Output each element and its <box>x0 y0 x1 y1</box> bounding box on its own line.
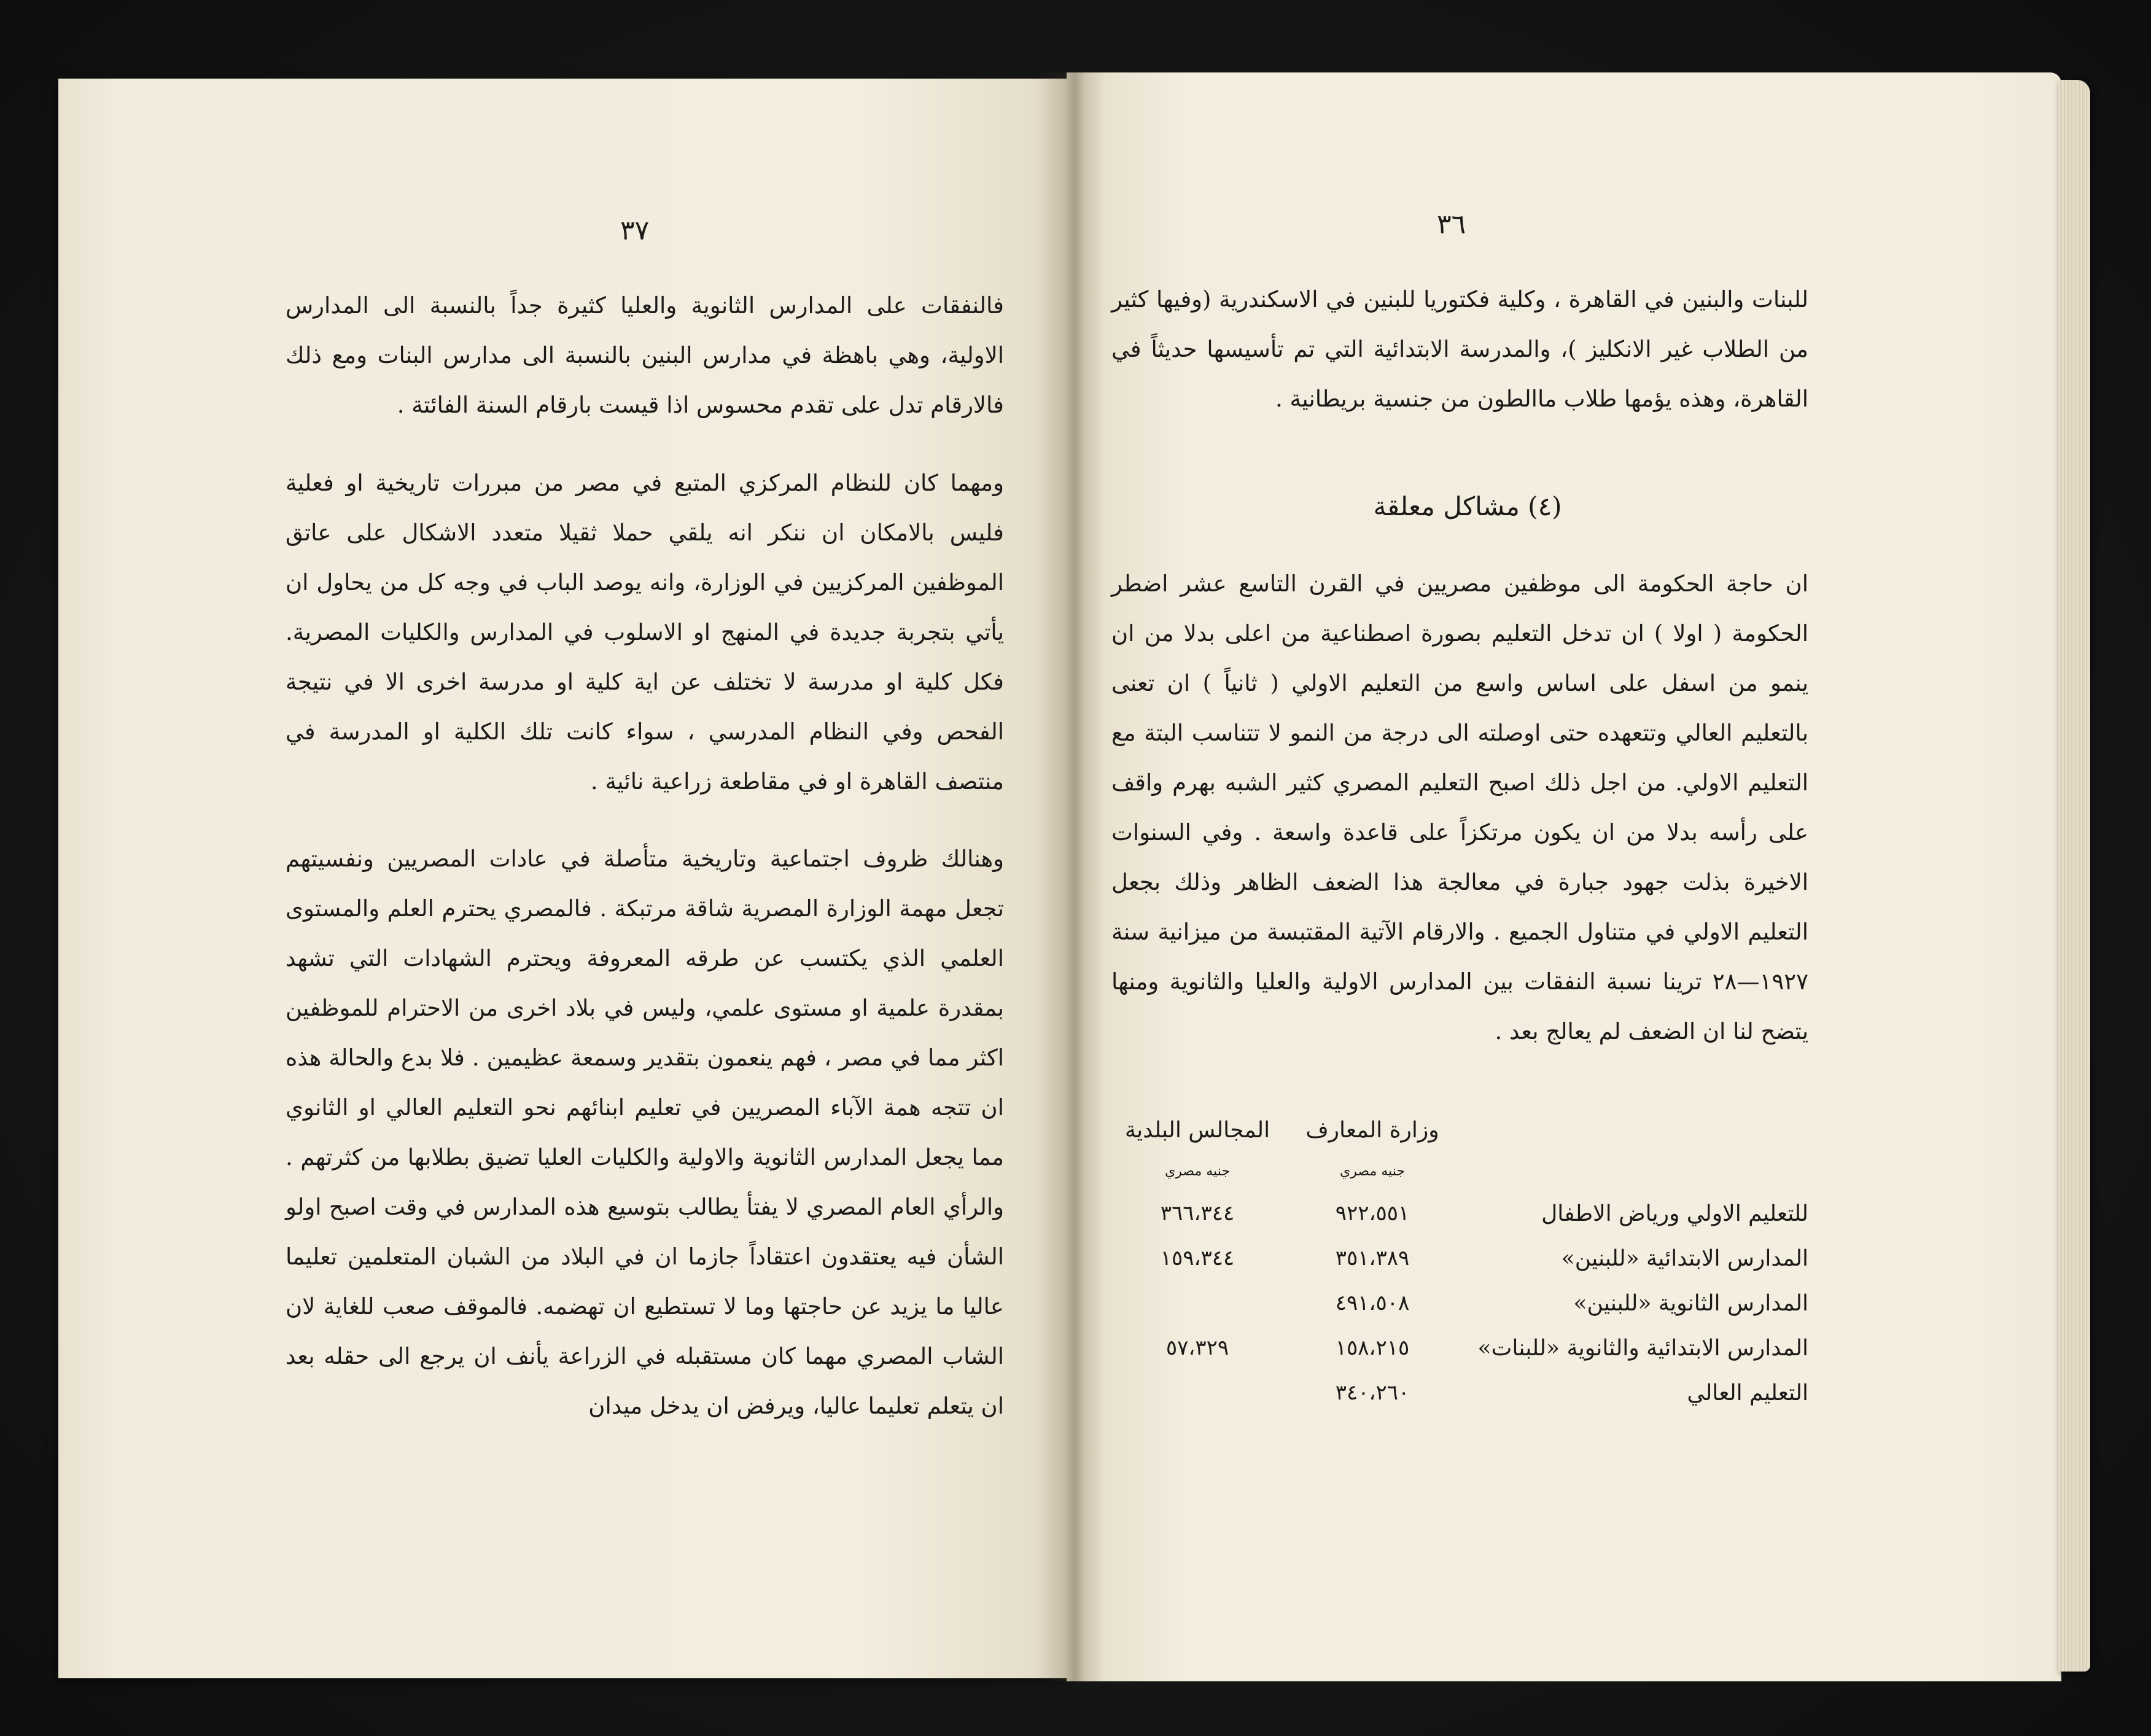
table-row <box>1111 1281 1808 1326</box>
column-header-ministry: وزارة المعارف <box>1305 1118 1439 1143</box>
table-header <box>1111 1111 1808 1191</box>
table-row <box>1111 1236 1808 1281</box>
left-paragraph-1: فالنفقات على المدارس الثانوية والعليا كثيرة جداً بالنسبة الى المدارس الاولية، وهي باهظة في مدارس البنين بالنسبة الى مدارس البنات ومع ذلك فالارقام تدل على تقدم محسوس اذا قيست بارقام السنة الفائتة . <box>286 292 1004 418</box>
row-label: المدارس الثانوية «للبنين» <box>1573 1291 1808 1316</box>
row-label: للتعليم الاولي ورياض الاطفال <box>1541 1201 1808 1226</box>
councils-value: ٥٧،٣٢٩ <box>1165 1336 1229 1360</box>
councils-value: ١٥٩،٣٤٤ <box>1160 1246 1235 1271</box>
ministry-value: ١٥٨،٢١٥ <box>1335 1336 1410 1360</box>
column-unit-councils: جنيه مصري <box>1165 1164 1230 1179</box>
column-header-councils: المجالس البلدية <box>1124 1118 1270 1143</box>
column-unit-ministry: جنيه مصري <box>1340 1164 1405 1179</box>
ministry-value: ٣٥١،٣٨٩ <box>1335 1246 1410 1271</box>
left-paragraph-3: وهنالك ظروف اجتماعية وتاريخية متأصلة في عادات المصريين ونفسيتهم تجعل مهمة الوزارة المصرية شاقة مرتبكة . فالمصري يحترم العلم والمستوى العلمي الذي يكتسب عن طرقه المعروفة ويحترم الشهادات التي تشهد بمقدرة علمية او مستوى علمي، وليس في بلاد اخرى من الاحترام للموظفين اكثر مما في مصر ، فهم ينعمون بتقدير وسمعة عظيمين . فلا بدع والحالة هذه ان تتجه همة الآباء المصريين في تعليم ابنائهم نحو التعليم العالي او الثانوي مما يجعل المدارس الثانوية والاولية والكليات العليا تضيق بطلابها من كثرتهم . والرأي العام المصري لا يفتأ يطالب بتوسيع هذه المدارس في وقت اصبح اولو الشأن فيه يعتقدون اعتقاداً جازما ان في البلاد من الشبان المتعلمين تعليما عاليا ما يزيد عن حاجتها وما لا تستطيع ان تهضمه. فالموقف صعب للغاية لان الشاب المصري مهما كان مستقبله في الزراعة يأنف ان يرجع الى حقله بعد ان يتعلم تعليما عاليا، ويرفض ان يدخل ميدان <box>286 846 1004 1419</box>
left-page-number: ٣٧ <box>620 215 650 246</box>
ministry-value: ٣٤٠،٢٦٠ <box>1335 1380 1410 1405</box>
page-edges <box>2058 80 2090 1672</box>
right-paragraph-2: ان حاجة الحكومة الى موظفين مصريين في القرن التاسع عشر اضطر الحكومة ( اولا ) ان تدخل التعليم بصورة اصطناعية من اعلى بدلا من ان ينمو من اسفل على اساس واسع من التعليم الاولي ( ثانياً ) ان تعنى بالتعليم العالي وتتعهده حتى اوصلته الى درجة من النمو لا تتناسب البتة مع التعليم الاولي. من اجل ذلك اصبح التعليم المصري كثير الشبه بهرم واقف على رأسه بدلا من ان يكون مرتكزاً على قاعدة واسعة . وفي السنوات الاخيرة بذلت جهود جبارة في معالجة هذا الضعف الظاهر وذلك بجعل التعليم الاولي في متناول الجميع . والارقام الآتية المقتبسة من ميزانية سنة ١٩٢٧—٢٨ ترينا نسبة النفقات بين المدارس الاولية والعليا والثانوية ومنها يتضح لنا ان الضعف لم يعالج بعد . <box>1111 570 1808 1045</box>
ministry-value: ٤٩١،٥٠٨ <box>1335 1291 1410 1315</box>
table-row <box>1111 1371 1808 1415</box>
row-label: التعليم العالي <box>1687 1380 1808 1406</box>
table-row <box>1111 1191 1808 1236</box>
table-row <box>1111 1326 1808 1371</box>
right-paragraph-1: للبنات والبنين في القاهرة ، وكلية فكتوريا للبنين في الاسكندرية (وفيها كثير من الطلاب غير الانكليز )، والمدرسة الابتدائية التي تم تأسيسها حديثاً في القاهرة، وهذه يؤمها طلاب ماالطون من جنسية بريطانية . <box>1111 286 1808 412</box>
budget-table <box>1111 1111 1808 1415</box>
right-page-number: ٣٦ <box>1437 209 1466 240</box>
row-label: المدارس الابتدائية والثانوية «للبنات» <box>1477 1336 1808 1361</box>
ministry-value: ٩٢٢،٥٥١ <box>1335 1201 1410 1226</box>
book-spine <box>1038 72 1105 1681</box>
section-heading: (٤) مشاكل معلقة <box>1373 491 1562 521</box>
row-label: المدارس الابتدائية «للبنين» <box>1561 1246 1808 1271</box>
left-paragraph-2: ومهما كان للنظام المركزي المتبع في مصر من مبررات تاريخية او فعلية فليس بالامكان ان ننكر انه يلقي حملا ثقيلا متعدد الاشكال على عاتق الموظفين المركزيين في الوزارة، وانه يوصد الباب في وجه كل من يحاول ان يأتي بتجربة جديدة في المنهج او الاسلوب في المدارس والكليات المصرية. فكل كلية او مدرسة لا تختلف عن اية كلية او مدرسة اخرى الا في نتيجة الفحص وفي النظام المدرسي ، سواء كانت تلك الكلية او المدرسة في منتصف القاهرة او في مقاطعة زراعية نائية . <box>286 470 1004 795</box>
councils-value: ٣٦٦،٣٤٤ <box>1160 1201 1235 1226</box>
